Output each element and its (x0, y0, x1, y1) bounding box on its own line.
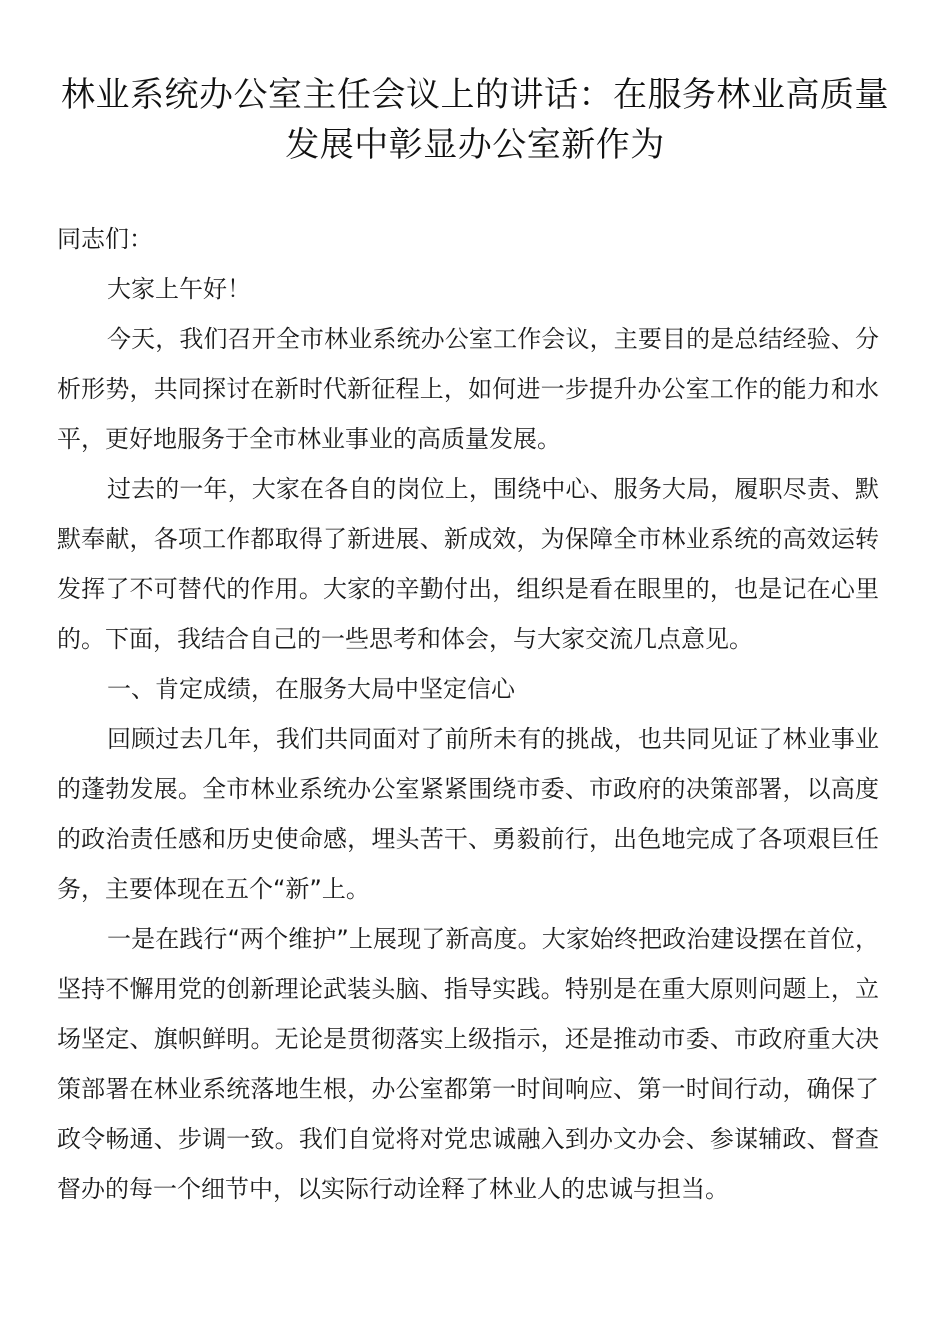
document-title: 林业系统办公室主任会议上的讲话：在服务林业高质量发展中彰显办公室新作为 (61, 75, 889, 165)
paragraph: 过去的一年，大家在各自的岗位上，围绕中心、服务大局，履职尽责、默默奉献，各项工作都取得了新进展、新成效，为保障全市林业系统的高效运转发挥了不可替代的作用。大家的辛勤付出，组织是看在眼里的，也是记在心里的。下面，我结合自己的一些思考和体会，与大家交流几点意见。 (57, 475, 879, 653)
paragraph: 回顾过去几年，我们共同面对了前所未有的挑战，也共同见证了林业事业的蓬勃发展。全市林业系统办公室紧紧围绕市委、市政府的决策部署，以高度的政治责任感和历史使命感，埋头苦干、勇毅前行，出色地完成了各项艰巨任务，主要体现在五个“新”上。 (57, 725, 879, 903)
section-heading: 一、肯定成绩，在服务大局中坚定信心 (107, 675, 515, 703)
paragraph: 今天，我们召开全市林业系统办公室工作会议，主要目的是总结经验、分析形势，共同探讨在新时代新征程上，如何进一步提升办公室工作的能力和水平，更好地服务于全市林业事业的高质量发展。 (57, 325, 879, 453)
paragraph: 一是在践行“两个维护”上展现了新高度。大家始终把政治建设摆在首位，坚持不懈用党的创新理论武装头脑、指导实践。特别是在重大原则问题上，立场坚定、旗帜鲜明。无论是贯彻落实上级指示，还是推动市委、市政府重大决策部署在林业系统落地生根，办公室都第一时间响应、第一时间行动，确保了政令畅通、步调一致。我们自觉将对党忠诚融入到办文办会、参谋辅政、督查督办的每一个细节中，以实际行动诠释了林业人的忠诚与担当。 (57, 925, 879, 1203)
document-body (57, 214, 879, 1214)
greeting: 大家上午好！ (107, 275, 251, 303)
salutation: 同志们： (57, 225, 153, 253)
